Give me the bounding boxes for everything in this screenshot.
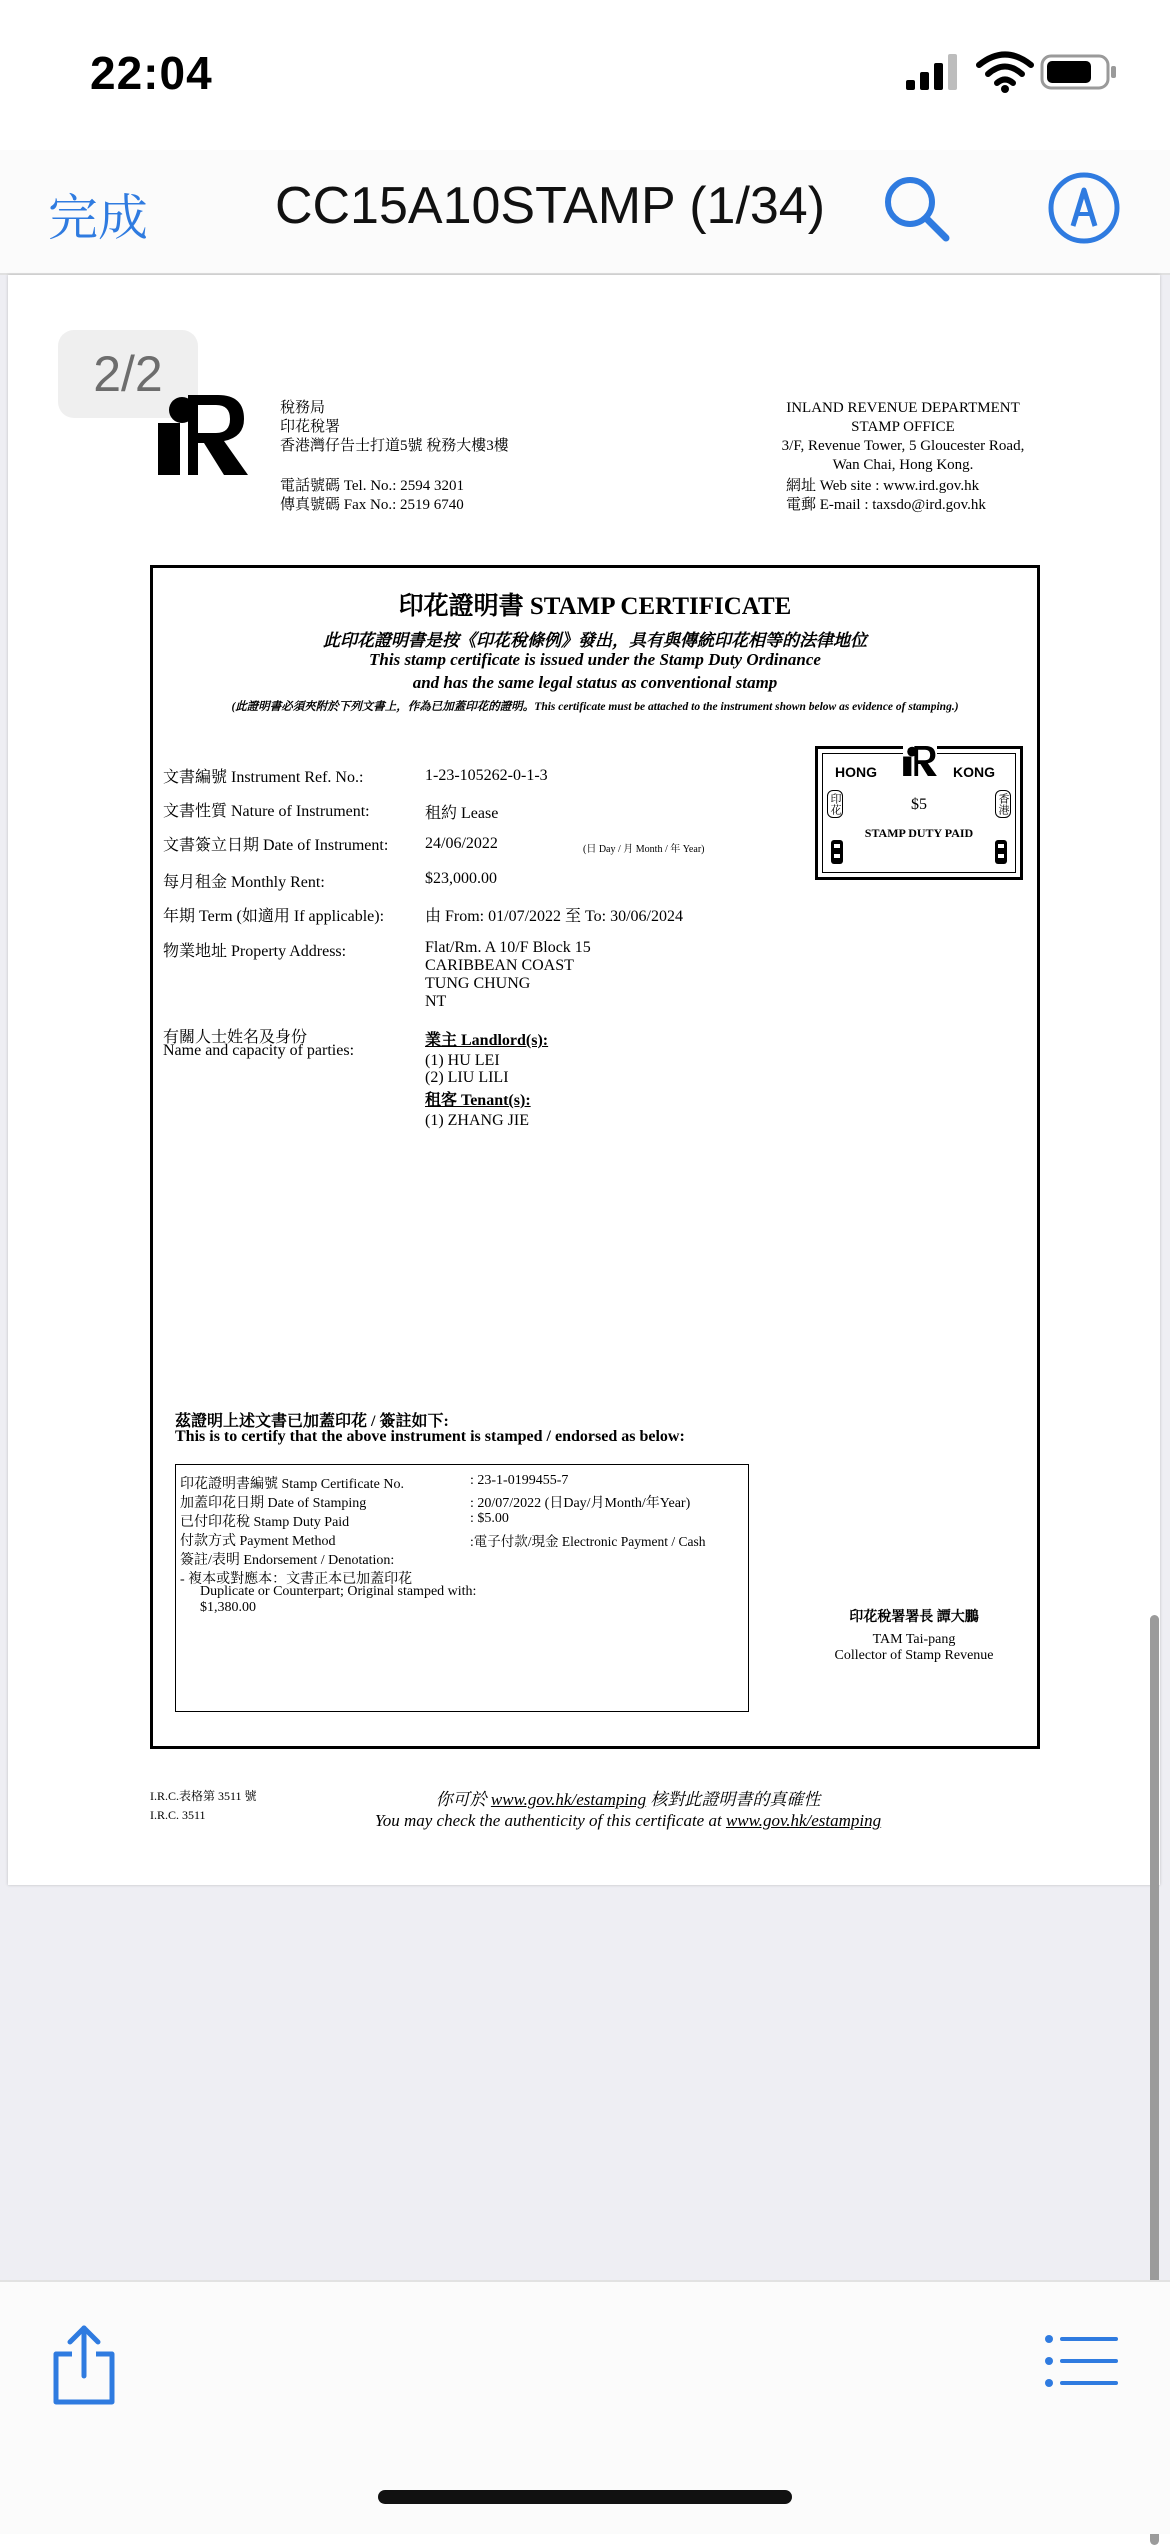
- payment-method-value: :電子付款/現金 Electronic Payment / Cash: [470, 1534, 706, 1549]
- landlord-2: (2) LIU LILI: [425, 1069, 509, 1086]
- form-number: [150, 1787, 257, 1825]
- bottom-toolbar: [0, 2280, 1170, 2534]
- ird-logo-icon: [158, 395, 248, 475]
- stamp-paid-text: STAMP DUTY PAID: [864, 826, 974, 840]
- certificate-subtitle-en1: This stamp certificate is issued under the Stamp Duty Ordinance: [369, 650, 821, 669]
- wifi-icon: [976, 50, 1034, 94]
- markup-pen-icon[interactable]: [1046, 170, 1122, 246]
- landlord-heading: 業主 Landlord(s):: [425, 1032, 549, 1049]
- stamping-date-value: : 20/07/2022 (日Day/月Month/年Year): [470, 1496, 691, 1511]
- certify-cn: 茲證明上述文書已加蓋印花 / 簽註如下:: [175, 1413, 449, 1430]
- certify-en: This is to certify that the above instrument is stamped / endorsed as below:: [175, 1428, 685, 1445]
- collector-cn: 印花稅署署長 譚大鵬: [849, 1610, 979, 1625]
- stamp-inner-frame: [822, 753, 1016, 873]
- date-format-note: (日 Day / 月 Month / 年 Year): [583, 844, 705, 855]
- done-button[interactable]: 完成: [48, 190, 148, 246]
- stamp-duty-paid-seal: [815, 746, 1023, 880]
- status-time: 22:04: [90, 47, 213, 99]
- address-line-1: Flat/Rm. A 10/F Block 15: [425, 939, 591, 956]
- endorsement-line-1: - 複本或對應本：文書正本已加蓋印花: [180, 1572, 413, 1587]
- ird-fax: 傳真號碼 Fax No.: 2519 6740: [280, 497, 464, 513]
- authenticity-en-prefix: You may check the authenticity of this certificate at: [374, 1811, 726, 1830]
- collector-title: Collector of Stamp Revenue: [834, 1648, 994, 1663]
- stamp-left-chars: 印花: [827, 790, 843, 818]
- cellular-signal-icon: [904, 52, 960, 92]
- address-label: 物業地址 Property Address:: [163, 943, 347, 960]
- certificate-subtitle-en2: and has the same legal status as conventional stamp: [412, 673, 778, 692]
- ird-en-line: STAMP OFFICE: [851, 419, 955, 435]
- cert-no-value: : 23-1-0199455-7: [470, 1473, 569, 1488]
- instrument-ref-label: 文書編號 Instrument Ref. No.:: [163, 769, 364, 786]
- monthly-rent-value: $23,000.00: [425, 870, 497, 887]
- endorsement-line-3: $1,380.00: [200, 1600, 256, 1615]
- ird-tel: 電話號碼 Tel. No.: 2594 3201: [280, 478, 464, 494]
- list-icon[interactable]: [1044, 2334, 1118, 2388]
- estamping-link-en[interactable]: www.gov.hk/estamping: [725, 1811, 882, 1830]
- form-number-en: I.R.C. 3511: [150, 1808, 206, 1822]
- nav-bar: [0, 150, 1170, 275]
- ird-contact: [280, 477, 464, 515]
- status-bar: [0, 0, 1170, 150]
- ird-chinese-address: [280, 399, 509, 456]
- ird-web-contact: [786, 477, 986, 515]
- battery-icon: [1040, 54, 1118, 90]
- document-viewer[interactable]: [0, 275, 1170, 2280]
- payment-method-label: 付款方式 Payment Method: [180, 1534, 336, 1549]
- form-number-cn: I.R.C.表格第 3511 號: [150, 1789, 257, 1803]
- duty-paid-value: : $5.00: [470, 1511, 509, 1526]
- document-title: CC15A10STAMP (1/34): [274, 177, 826, 235]
- tenant-1: (1) ZHANG JIE: [425, 1112, 529, 1129]
- stamp-ornament-icon: [993, 840, 1009, 864]
- certificate-subtitle-cn: 此印花證明書是按《印花稅條例》發出，具有與傳統印花相等的法律地位: [323, 631, 867, 650]
- stamp-right-chars: 香港: [995, 790, 1011, 818]
- endorsement-label: 簽註/表明 Endorsement / Denotation:: [180, 1553, 395, 1568]
- instrument-ref-value: 1-23-105262-0-1-3: [425, 767, 548, 784]
- ird-en-line: Wan Chai, Hong Kong.: [832, 457, 974, 473]
- endorsement-line-2: Duplicate or Counterpart; Original stamped with:: [200, 1584, 477, 1599]
- stamp-kong: KONG: [953, 764, 995, 780]
- ird-cn-line: 香港灣仔告士打道5號 稅務大樓3樓: [280, 438, 509, 454]
- term-value: 由 From: 01/07/2022 至 To: 30/06/2024: [425, 908, 684, 925]
- ird-email: 電郵 E-mail : taxsdo@ird.gov.hk: [786, 497, 986, 513]
- address-line-4: NT: [425, 993, 447, 1010]
- ird-english-address: [753, 399, 1053, 475]
- home-indicator[interactable]: [378, 2490, 792, 2504]
- date-instrument-value: 24/06/2022: [425, 835, 498, 852]
- collector-name: TAM Tai-pang: [872, 1632, 956, 1647]
- page-counter: 2/2: [58, 330, 198, 418]
- authenticity-cn-prefix: 你可於: [435, 1790, 487, 1809]
- search-icon[interactable]: [878, 170, 954, 246]
- stamp-hong: HONG: [835, 764, 877, 780]
- authenticity-note-en: [258, 1811, 998, 1831]
- address-line-3: TUNG CHUNG: [425, 975, 531, 992]
- tenant-heading: 租客 Tenant(s):: [425, 1092, 531, 1109]
- authenticity-cn-suffix: 核對此證明書的真確性: [650, 1790, 821, 1809]
- document-page: [8, 275, 1160, 1885]
- landlord-1: (1) HU LEI: [425, 1052, 500, 1069]
- parties-label-en: Name and capacity of parties:: [163, 1042, 355, 1059]
- stamping-date-label: 加蓋印花日期 Date of Stamping: [180, 1496, 367, 1511]
- address-line-2: CARIBBEAN COAST: [425, 957, 574, 974]
- duty-paid-label: 已付印花稅 Stamp Duty Paid: [180, 1515, 350, 1530]
- stamp-amount: $5: [911, 796, 927, 813]
- stamp-certificate: [150, 565, 1040, 1749]
- nature-label: 文書性質 Nature of Instrument:: [163, 803, 370, 820]
- stamping-details-box: [175, 1464, 749, 1712]
- certificate-title: 印花證明書 STAMP CERTIFICATE: [398, 593, 792, 620]
- ird-website: 網址 Web site : www.ird.gov.hk: [786, 478, 980, 494]
- ird-cn-line: 稅務局: [280, 400, 326, 416]
- nature-value: 租約 Lease: [425, 805, 499, 822]
- parties-label-cn: 有關人士姓名及身份: [163, 1029, 308, 1046]
- cert-no-label: 印花證明書編號 Stamp Certificate No.: [180, 1477, 404, 1492]
- ird-en-line: 3/F, Revenue Tower, 5 Gloucester Road,: [781, 438, 1025, 454]
- term-label: 年期 Term (如適用 If applicable):: [163, 908, 385, 925]
- authenticity-note-cn: [258, 1785, 998, 1810]
- certificate-note: (此證明書必須夾附於下列文書上，作為已加蓋印花的證明。This certificate must be attached to the instrument shown below as evidence of stamping.): [231, 701, 959, 713]
- share-icon[interactable]: [48, 2324, 120, 2406]
- ird-cn-line: 印花稅署: [280, 419, 341, 435]
- date-instrument-label: 文書簽立日期 Date of Instrument:: [163, 837, 389, 854]
- estamping-link-cn[interactable]: www.gov.hk/estamping: [490, 1790, 647, 1809]
- monthly-rent-label: 每月租金 Monthly Rent:: [163, 874, 325, 891]
- ird-en-line: INLAND REVENUE DEPARTMENT: [786, 400, 1020, 416]
- stamp-ornament-icon: [829, 840, 845, 864]
- ird-seal-logo-icon: [903, 746, 937, 776]
